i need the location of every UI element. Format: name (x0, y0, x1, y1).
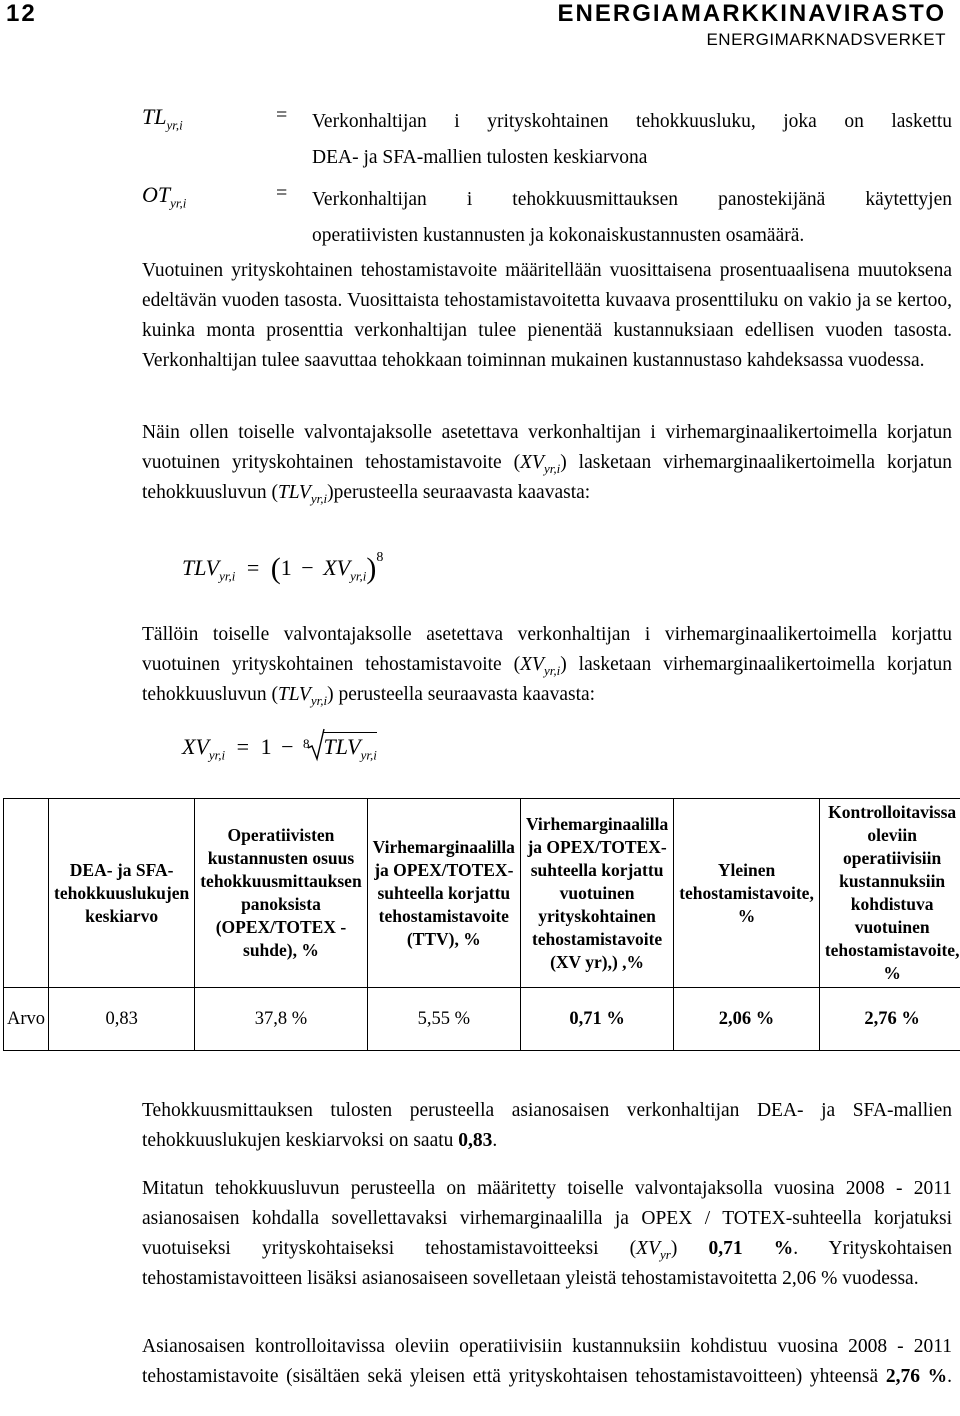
table-cell: 0,83 (49, 988, 195, 1051)
table-cell: 37,8 % (195, 988, 367, 1051)
table-corner-cell (4, 799, 49, 988)
definition-symbol: $TL_{yr,i}$ (142, 104, 183, 133)
definition-tl (142, 104, 952, 176)
equals-sign: = (276, 182, 288, 204)
table-row-label: Arvo (4, 988, 49, 1051)
table-header-cell: Kontrolloitavissa oleviin operatiivisiin kustannuksiin kohdistuva vuotuinen tehostamistavoite, % (819, 799, 960, 988)
definition-text: Verkonhaltijan i tehokkuusmittauksen panostekijänä käytettyjen operatiivisten kustannusten ja kokonaiskustannusten osamäärä. (312, 189, 952, 246)
page-number: 12 (6, 0, 37, 27)
definition-text: Verkonhaltijan i yrityskohtainen tehokkuusluku, joka on laskettu DEA- ja SFA-mallien tulosten keskiarvona (312, 111, 952, 168)
root-sign-icon (307, 728, 327, 762)
page-header (0, 0, 960, 56)
table-cell: 2,76 % (819, 988, 960, 1051)
paragraph-efficiency-result: Tehokkuusmittauksen tulosten perusteella asianosaisen verkonhaltijan DEA- ja SFA-mallien tehokkuuslukujen keskiarvoksi on saatu 0,83. (142, 1100, 952, 1151)
table-header-cell: Virhemarginaalilla ja OPEX/TOTEX-suhteella korjattu tehostamistavoite (TTV), % (367, 799, 520, 988)
table-header-cell: Operatiivisten kustannusten osuus tehokkuusmittauksen panoksista (OPEX/TOTEX -suhde), % (195, 799, 367, 988)
table-header-cell: DEA- ja SFA-tehokkuuslukujen keskiarvo (49, 799, 195, 988)
agency-name-swedish: ENERGIMARKNADSVERKET (706, 30, 946, 49)
table-cell: 2,06 % (674, 988, 820, 1051)
equals-sign: = (276, 104, 288, 126)
paragraph-total-target: Asianosaisen kontrolloitavissa oleviin operatiivisiin kustannuksiin kohdistuu vuosina 2008 - 2011 tehostamistavoite (sisältäen sekä yleisen että yrityskohtaisen tehostamistavoitteen) yhteensä 2,76 %. (142, 1336, 952, 1387)
definition-ot (142, 182, 952, 254)
table-header-row (4, 799, 960, 988)
paragraph-annual-target: Vuotuinen yrityskohtainen tehostamistavoite määritellään vuosittaisena prosentuaalisena muutoksena edeltävän vuoden tasosta. Vuosittaista tehostamistavoitetta kuvaava prosenttiluku on vakio ja se kertoo, kuinka monta prosenttia verkonhaltijan tulee pienentää kustannuksiaan edellisen vuoden tasosta. Verkonhaltijan tulee saavuttaa tehokkaan toiminnan mukainen kustannustaso kahdeksassa vuodessa. (142, 260, 952, 371)
definition-symbol: $OT_{yr,i}$ (142, 182, 187, 211)
formula-xv: $XV_{yr,i} = 1 - ^8$ $TLV_{yr,i}$ (182, 734, 377, 763)
formula-tlv: $TLV_{yr,i} = (1 - XV_{yr,i})^8$ (182, 550, 384, 585)
paragraph-company-target: Mitatun tehokkuusluvun perusteella on määritetty toiselle valvontajaksolla vuosina 2008 - 2011 asianosaisen kohdalla sovellettavaksi virhemarginaalilla ja OPEX / TOTEX-suhteella korjatuksi vuotuiseksi yrityskohtaiseksi tehostamistavoitteeksi $(XV_{yr})$ 0,71 %. Yrityskohtaisen tehostamistavoitteen lisäksi asianosaiseen sovelletaan yleistä tehostamistavoitetta 2,06 % vuodessa. (142, 1178, 952, 1289)
table-row (4, 988, 960, 1051)
table-header-cell: Yleinen tehostamistavoite, % (674, 799, 820, 988)
paragraph-formula-intro-2: Tällöin toiselle valvontajaksolle asetettava verkonhaltijan i virhemarginaalikertoimella korjattu vuotuinen yrityskohtainen tehostamistavoite $(XV_{yr,i})$ lasketaan virhemarginaalikertoimella korjatun tehokkuusluvun $(TLV_{yr,i})$ perusteella seuraavasta kaavasta: (142, 624, 952, 708)
efficiency-target-table (3, 798, 960, 1051)
paragraph-formula-intro-1: Näin ollen toiselle valvontajaksolle asetettava verkonhaltijan i virhemarginaalikertoimella korjatun vuotuinen yrityskohtainen tehostamistavoite $(XV_{yr,i})$ lasketaan virhemarginaalikertoimella korjatun tehokkuusluvun $(TLV_{yr,i})perusteella$ seuraavasta kaavasta: (142, 422, 952, 506)
table-cell: 0,71 % (520, 988, 673, 1051)
table-header-cell: Virhemarginaalilla ja OPEX/TOTEX-suhteella korjattu vuotuinen yrityskohtainen tehostamistavoite (XV yr),) ,% (520, 799, 673, 988)
table-cell: 5,55 % (367, 988, 520, 1051)
agency-name: ENERGIAMARKKINAVIRASTO (557, 0, 946, 27)
